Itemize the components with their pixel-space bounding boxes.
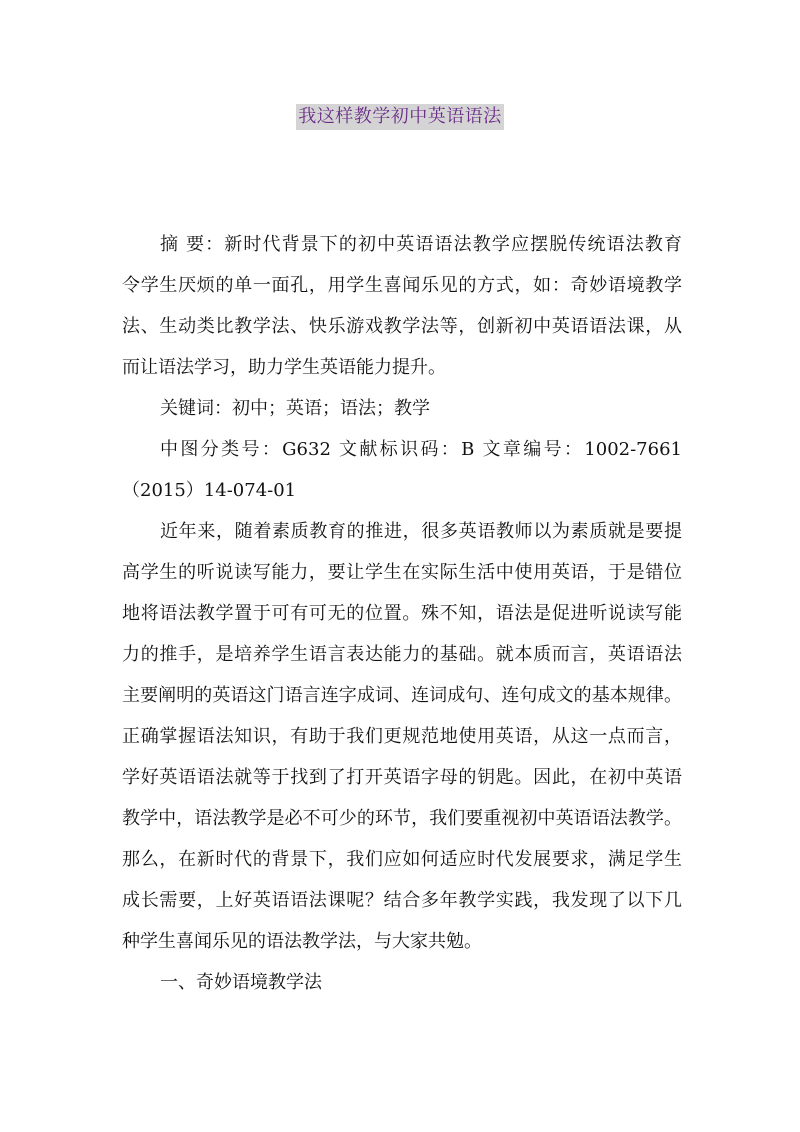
paragraph-line: 学好英语语法就等于找到了打开英语字母的钥匙。因此，在初中英语 <box>122 767 682 788</box>
classification-line: 中图分类号：G632 文献标识码：B 文章编号：1002-7661 <box>160 439 682 460</box>
intro-paragraph <box>122 517 682 968</box>
classification-line: （2015）14-074-01 <box>122 480 297 501</box>
keywords-line: 关键词：初中；英语；语法；教学 <box>160 398 430 419</box>
paragraph-line: 高学生的听说读写能力，要让学生在实际生活中使用英语，于是错位 <box>122 562 682 583</box>
paragraph-line: 那么，在新时代的背景下，我们应如何适应时代发展要求，满足学生 <box>122 849 682 870</box>
abstract-line: 而让语法学习，助力学生英语能力提升。 <box>122 357 446 378</box>
classification-block <box>122 435 682 517</box>
paragraph-line: 近年来，随着素质教育的推进，很多英语教师以为素质就是要提 <box>160 521 682 542</box>
abstract-paragraph <box>122 230 682 394</box>
paragraph-line: 主要阐明的英语这门语言连字成词、连词成句、连句成文的基本规律。 <box>122 685 682 706</box>
paragraph-line: 力的推手，是培养学生语言表达能力的基础。就本质而言，英语语法 <box>122 644 682 665</box>
title-container <box>0 104 800 130</box>
paragraph-line: 地将语法教学置于可有可无的位置。殊不知，语法是促进听说读写能 <box>122 603 682 624</box>
section-heading: 一、奇妙语境教学法 <box>160 972 322 993</box>
abstract-line: 令学生厌烦的单一面孔，用学生喜闻乐见的方式，如：奇妙语境教学 <box>122 275 682 296</box>
paragraph-line: 成长需要，上好英语语法课呢？结合多年教学实践，我发现了以下几 <box>122 890 682 911</box>
paragraph-line: 种学生喜闻乐见的语法教学法，与大家共勉。 <box>122 931 482 952</box>
document-title: 我这样教学初中英语语法 <box>296 104 504 130</box>
abstract-line: 摘 要：新时代背景下的初中英语语法教学应摆脱传统语法教育 <box>160 234 682 255</box>
paragraph-line: 正确掌握语法知识，有助于我们更规范地使用英语，从这一点而言， <box>122 726 682 747</box>
document-body <box>122 230 682 1009</box>
paragraph-line: 教学中，语法教学是必不可少的环节，我们要重视初中英语语法教学。 <box>122 808 682 829</box>
abstract-line: 法、生动类比教学法、快乐游戏教学法等，创新初中英语语法课，从 <box>122 316 682 337</box>
